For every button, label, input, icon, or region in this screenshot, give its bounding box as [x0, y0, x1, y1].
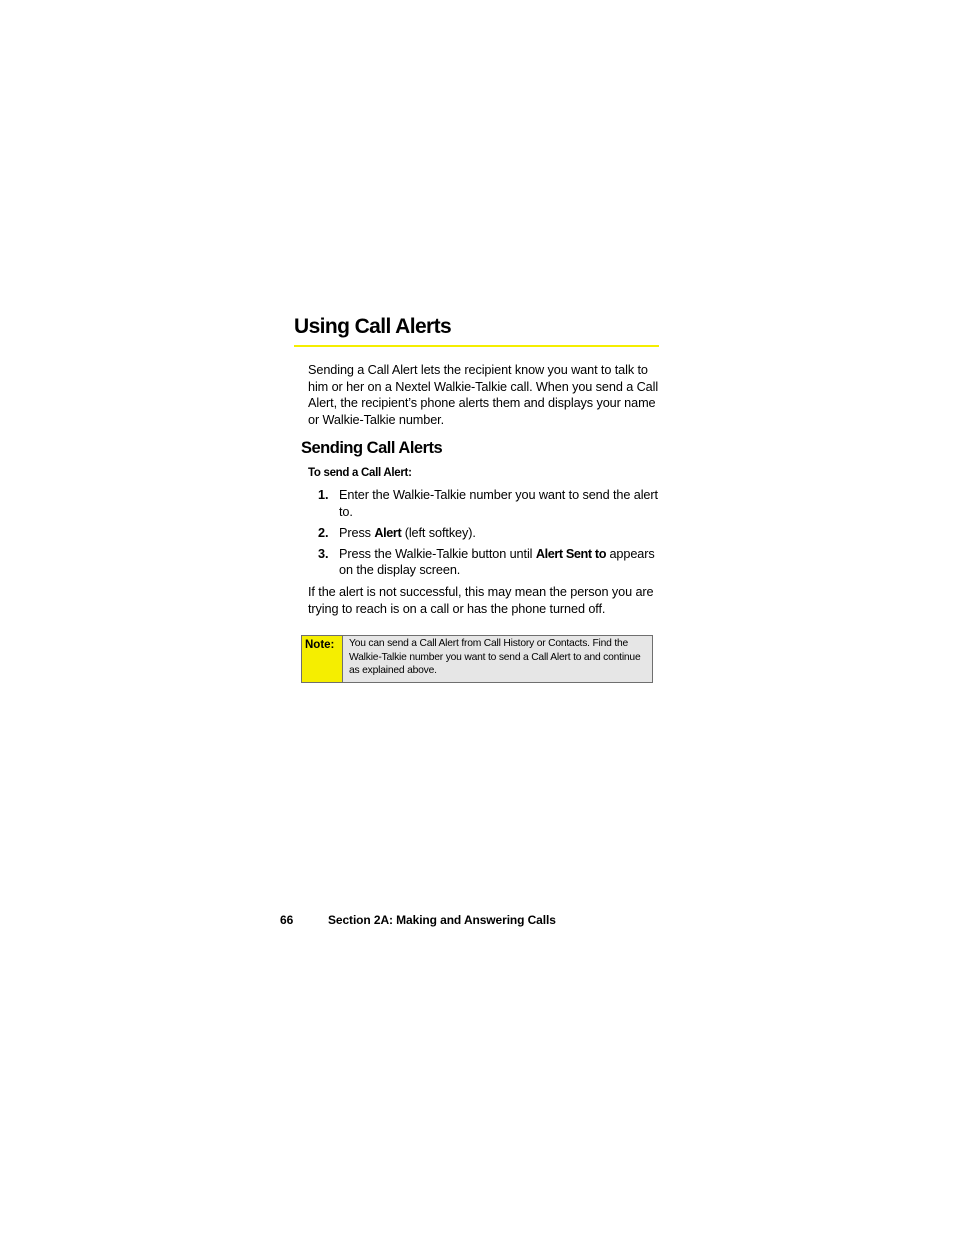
step-number: 3.: [318, 546, 329, 561]
page-number: 66: [280, 913, 294, 927]
step-1: [308, 487, 663, 520]
step-text-after: appears on the display screen.: [339, 546, 655, 577]
softkey-name: Alert: [374, 525, 402, 540]
display-message: Alert Sent to: [535, 546, 607, 561]
page-title: Using Call Alerts: [294, 313, 659, 347]
step-text-before: Press the Walkie-Talkie button until: [339, 546, 536, 561]
note-text: You can send a Call Alert from Call History or Contacts. Find the Walkie-Talkie number you want to send a Call Alert to and continue as explained above.: [349, 638, 641, 676]
step-text-after: (left softkey).: [401, 525, 476, 540]
section-heading: Sending Call Alerts: [301, 439, 443, 457]
intro-paragraph: Sending a Call Alert lets the recipient know you want to talk to him or her on a Nextel Walkie-Talkie call. When you send a Call Alert, the recipient’s phone alerts them and displays your name or Walkie-Talkie number.: [308, 363, 659, 427]
note-box: [301, 635, 653, 683]
note-label: Note:: [302, 636, 343, 682]
step-number: 2.: [318, 525, 329, 540]
step-3: [308, 546, 663, 579]
outro-paragraph: If the alert is not successful, this may mean the person you are trying to reach is on a call or has the phone turned off.: [308, 585, 654, 616]
steps-list: [308, 487, 663, 583]
footer-section-title: Section 2A: Making and Answering Calls: [328, 913, 556, 927]
step-text: Enter the Walkie-Talkie number you want to send the alert to.: [339, 488, 658, 519]
step-2: [308, 525, 663, 542]
step-number: 1.: [318, 488, 329, 502]
procedure-label: To send a Call Alert:: [308, 467, 412, 479]
step-text-before: Press: [339, 525, 375, 540]
